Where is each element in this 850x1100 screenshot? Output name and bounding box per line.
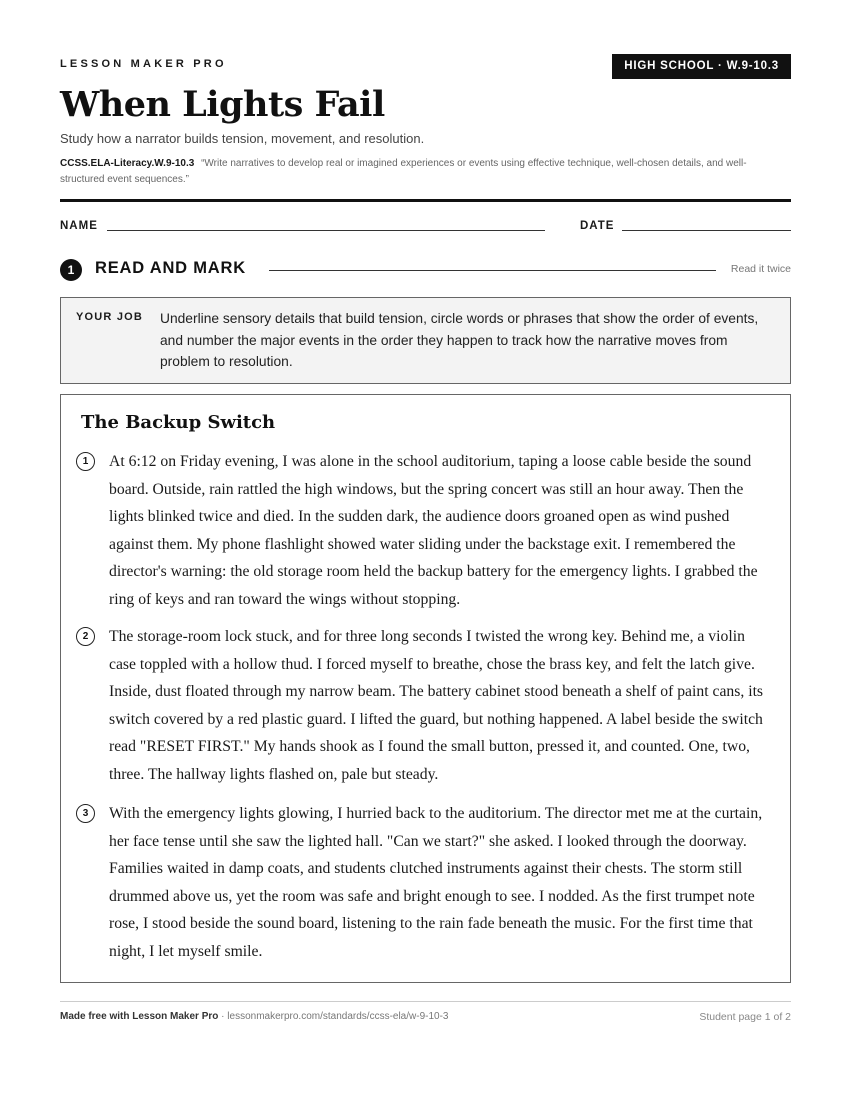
instructions-text: Underline sensory details that build tension, circle words or phrases that show the order of events, and number the major events in the order they happen to track how the narrative moves from problem to resolution.: [160, 311, 759, 369]
footer-made-with: Made free with Lesson Maker Pro: [60, 1011, 219, 1022]
paragraph-number-badge: 3: [76, 804, 95, 823]
story-box: [60, 394, 791, 983]
story-paragraph: At 6:12 on Friday evening, I was alone in the school auditorium, taping a loose cable beside the sound board. Outside, rain rattled the high windows, but the spring concert was still an hour away. Then the lights blinked twice and died. In the sudden dark, the audience doors groaned open as wind pushed against them. My phone flashlight showed water sliding under the backstage exit. I remembered the director's warning: the old storage room held the backup battery for the emergency lights. I grabbed the ring of keys and ran toward the wings without stopping.: [109, 453, 758, 608]
section-note: Read it twice: [730, 263, 791, 275]
instructions-label: YOUR JOB: [76, 311, 144, 323]
footer-url[interactable]: lessonmakerpro.com/standards/ccss-ela/w-9-10-3: [227, 1011, 449, 1022]
section-number-badge: 1: [60, 259, 82, 281]
level-badge: HIGH SCHOOL · W.9-10.3: [612, 54, 791, 79]
standard-description: [60, 156, 791, 188]
footer-credit: [60, 1011, 448, 1022]
section-title: READ AND MARK: [95, 259, 246, 277]
page-title: When Lights Fail: [60, 84, 385, 125]
brand-name: LESSON MAKER PRO: [60, 58, 227, 70]
header-divider: [60, 199, 791, 202]
date-label: DATE: [580, 220, 615, 232]
story-paragraph: The storage-room lock stuck, and for three long seconds I twisted the wrong key. Behind me, a violin case toppled with a hollow thud. I forced myself to breathe, chose the brass key, and felt the latch give. Inside, dust floated through my narrow beam. The battery cabinet stood beneath a shelf of paint cans, its switch covered by a red plastic guard. I lifted the guard, but nothing happened. A label beside the switch read "RESET FIRST." My hands shook as I found the small button, pressed it, and counted. One, two, three. The hallway lights flashed on, pale but steady.: [109, 628, 764, 783]
paragraph-number-badge: 2: [76, 627, 95, 646]
story-paragraph: With the emergency lights glowing, I hurried back to the auditorium. The director met me at the curtain, her face tense until she saw the lighted hall. "Can we start?" she asked. I looked through the doorway. Families waited in damp coats, and students clutched instruments against their chests. The storm still drummed above us, yet the room was safe and bright enough to see. I nodded. As the first trumpet note rose, I stood beside the sound board, listening to the rain fade beneath the music. For the first time that night, I let myself smile.: [109, 805, 763, 960]
worksheet-page: [60, 0, 791, 1100]
date-field-line[interactable]: [622, 230, 791, 231]
footer-divider: [60, 1001, 791, 1002]
name-field-line[interactable]: [107, 230, 545, 231]
story-title: The Backup Switch: [81, 412, 276, 433]
standard-text: “Write narratives to develop real or imagined experiences or events using effective technique, well-chosen details, and well-structured event sequences.”: [60, 158, 747, 185]
section-divider: [269, 270, 716, 271]
standard-code: CCSS.ELA-Literacy.W.9-10.3: [60, 158, 195, 169]
footer-separator: ·: [218, 1011, 228, 1022]
page-subtitle: Study how a narrator builds tension, movement, and resolution.: [60, 131, 425, 146]
page-indicator: Student page 1 of 2: [699, 1011, 791, 1023]
paragraph-number-badge: 1: [76, 452, 95, 471]
instructions-box: [60, 297, 791, 384]
name-label: NAME: [60, 220, 98, 232]
